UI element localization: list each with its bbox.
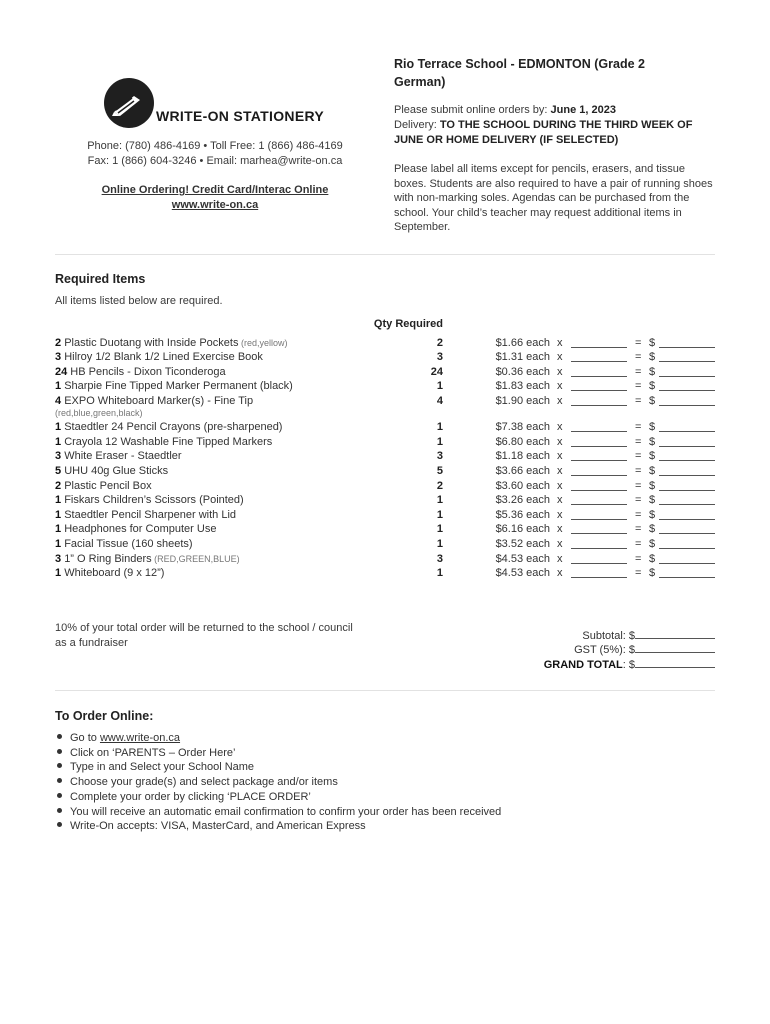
equals-symbol: = xyxy=(635,523,642,535)
table-row xyxy=(55,494,715,509)
item-qty: 2 xyxy=(436,337,443,349)
qty-entry-field[interactable] xyxy=(571,431,627,432)
qty-entry-field[interactable] xyxy=(571,460,627,461)
required-subtitle: All items listed below are required. xyxy=(55,295,223,307)
dollar-symbol: $ xyxy=(649,380,656,392)
item-qty: 3 xyxy=(436,351,443,363)
qty-entry-field[interactable] xyxy=(571,376,627,377)
subtotal-field[interactable] xyxy=(635,629,715,639)
dollar-symbol: $ xyxy=(649,509,656,521)
grand-total-label: GRAND TOTAL xyxy=(543,659,623,671)
item-name: 1 Staedtler 24 Pencil Crayons (pre-sharpened) xyxy=(55,421,283,433)
equals-symbol: = xyxy=(635,421,642,433)
item-qty: 2 xyxy=(436,480,443,492)
qty-entry-field[interactable] xyxy=(571,361,627,362)
item-price: $5.36 each xyxy=(495,509,550,521)
table-row xyxy=(55,480,715,495)
dollar-symbol: $ xyxy=(649,494,656,506)
dollar-symbol: $ xyxy=(649,395,656,407)
equals-symbol: = xyxy=(635,351,642,363)
table-row xyxy=(55,553,715,568)
website-link[interactable]: www.write-on.ca xyxy=(171,199,259,211)
submit-date: June 1, 2023 xyxy=(550,104,616,116)
item-qty: 1 xyxy=(436,538,443,550)
table-row xyxy=(55,421,715,436)
item-name: 4 EXPO Whiteboard Marker(s) - Fine Tip xyxy=(55,395,254,407)
item-name: 1 Headphones for Computer Use xyxy=(55,523,217,535)
equals-symbol: = xyxy=(635,366,642,378)
equals-symbol: = xyxy=(635,538,642,550)
list-item: You will receive an automatic email confirmation to confirm your order has been received xyxy=(57,806,501,818)
dollar-symbol: $ xyxy=(649,567,656,579)
grand-total-line xyxy=(470,658,715,671)
expo-colors-note: (red,blue,green,black) xyxy=(55,408,143,418)
item-name: 3 1” O Ring Binders (RED,GREEN,BLUE) xyxy=(55,553,240,565)
list-item: Complete your order by clicking ‘PLACE ORDER’ xyxy=(57,791,311,803)
phone-line: Phone: (780) 486-4169 • Toll Free: 1 (866) 486-4169 xyxy=(87,140,343,152)
table-row xyxy=(55,509,715,524)
write-on-logo xyxy=(104,78,334,130)
bullet-icon xyxy=(57,734,62,739)
list-item: Go to www.write-on.ca xyxy=(57,732,180,744)
equals-symbol: = xyxy=(635,436,642,448)
school-title-line1: Rio Terrace School - EDMONTON (Grade 2 xyxy=(394,57,645,71)
item-qty: 1 xyxy=(436,523,443,535)
item-name: 24 HB Pencils - Dixon Ticonderoga xyxy=(55,366,226,378)
online-ordering-link[interactable]: Online Ordering! Credit Card/Interac Online xyxy=(101,184,329,196)
item-name: 3 White Eraser - Staedtler xyxy=(55,450,182,462)
bullet-icon xyxy=(57,808,62,813)
qty-entry-field[interactable] xyxy=(571,504,627,505)
times-symbol: x xyxy=(557,366,563,378)
gst-field[interactable] xyxy=(635,643,715,653)
table-row xyxy=(55,395,715,410)
dollar-symbol: $ xyxy=(649,465,656,477)
times-symbol: x xyxy=(557,450,563,462)
item-price: $4.53 each xyxy=(495,553,550,565)
dollar-symbol: $ xyxy=(649,337,656,349)
dollar-symbol: $ xyxy=(649,450,656,462)
item-name: 1 Staedtler Pencil Sharpener with Lid xyxy=(55,509,237,521)
label-note: Please label all items except for pencils, erasers, and tissue boxes. Students are also required to have a pair of running shoes with non-marking soles. Agendas can be purchased from the school. Your child’s teacher may request additional items in September. xyxy=(394,163,713,234)
times-symbol: x xyxy=(557,395,563,407)
amount-entry-field[interactable] xyxy=(659,376,715,377)
qty-entry-field[interactable] xyxy=(571,405,627,406)
table-row xyxy=(55,351,715,366)
amount-entry-field[interactable] xyxy=(659,390,715,391)
fax-line: Fax: 1 (866) 604-3246 • Email: marhea@write-on.ca xyxy=(87,155,343,167)
item-name: 5 UHU 40g Glue Sticks xyxy=(55,465,169,477)
item-qty: 1 xyxy=(436,567,443,579)
item-price: $1.83 each xyxy=(495,380,550,392)
dollar-symbol: $ xyxy=(649,351,656,363)
equals-symbol: = xyxy=(635,395,642,407)
item-qty: 5 xyxy=(436,465,443,477)
delivery-line-2 xyxy=(394,134,724,146)
qty-entry-field[interactable] xyxy=(571,475,627,476)
equals-symbol: = xyxy=(635,494,642,506)
item-price: $4.53 each xyxy=(495,567,550,579)
qty-entry-field[interactable] xyxy=(571,533,627,534)
item-qty: 1 xyxy=(436,509,443,521)
qty-entry-field[interactable] xyxy=(571,490,627,491)
amount-entry-field[interactable] xyxy=(659,431,715,432)
delivery-value-1: TO THE SCHOOL DURING THE THIRD WEEK OF xyxy=(439,119,693,131)
qty-entry-field[interactable] xyxy=(571,390,627,391)
amount-entry-field[interactable] xyxy=(659,519,715,520)
dollar-symbol: $ xyxy=(649,480,656,492)
equals-symbol: = xyxy=(635,567,642,579)
item-price: $0.36 each xyxy=(495,366,550,378)
order-online-title: To Order Online: xyxy=(55,709,154,723)
dollar-symbol: $ xyxy=(649,523,656,535)
item-price: $3.26 each xyxy=(495,494,550,506)
table-row xyxy=(55,567,715,582)
table-row xyxy=(55,436,715,451)
submit-by-line xyxy=(394,104,724,116)
times-symbol: x xyxy=(557,351,563,363)
delivery-label: Delivery: xyxy=(394,119,437,131)
item-name: 1 Facial Tissue (160 sheets) xyxy=(55,538,193,550)
amount-entry-field[interactable] xyxy=(659,361,715,362)
pen-logo-icon xyxy=(104,78,154,128)
qty-entry-field[interactable] xyxy=(571,577,627,578)
gst-line xyxy=(470,643,715,656)
equals-symbol: = xyxy=(635,337,642,349)
bullet-icon xyxy=(57,778,62,783)
amount-entry-field[interactable] xyxy=(659,504,715,505)
equals-symbol: = xyxy=(635,450,642,462)
amount-entry-field[interactable] xyxy=(659,490,715,491)
qty-entry-field[interactable] xyxy=(571,519,627,520)
bullet-icon xyxy=(57,793,62,798)
item-price: $3.66 each xyxy=(495,465,550,477)
item-price: $1.90 each xyxy=(495,395,550,407)
item-name: 1 Crayola 12 Washable Fine Tipped Markers xyxy=(55,436,273,448)
table-row xyxy=(55,523,715,538)
item-price: $6.16 each xyxy=(495,523,550,535)
divider-2 xyxy=(55,690,715,691)
times-symbol: x xyxy=(557,436,563,448)
table-row xyxy=(55,337,715,352)
table-row xyxy=(55,366,715,381)
delivery-line xyxy=(394,119,724,131)
item-qty: 4 xyxy=(436,395,443,407)
amount-entry-field[interactable] xyxy=(659,460,715,461)
table-row xyxy=(55,465,715,480)
item-qty: 1 xyxy=(436,421,443,433)
item-name: 2 Plastic Pencil Box xyxy=(55,480,152,492)
item-qty: 1 xyxy=(436,494,443,506)
dollar-symbol: $ xyxy=(649,436,656,448)
amount-entry-field[interactable] xyxy=(659,475,715,476)
qty-entry-field[interactable] xyxy=(571,347,627,348)
item-qty: 1 xyxy=(436,436,443,448)
qty-entry-field[interactable] xyxy=(571,563,627,564)
bullet-icon xyxy=(57,763,62,768)
required-items-title: Required Items xyxy=(55,272,146,286)
amount-entry-field[interactable] xyxy=(659,533,715,534)
equals-symbol: = xyxy=(635,480,642,492)
item-price: $3.60 each xyxy=(495,480,550,492)
item-price: $1.31 each xyxy=(495,351,550,363)
item-qty: 24 xyxy=(430,366,443,378)
qty-entry-field[interactable] xyxy=(571,446,627,447)
list-item: Choose your grade(s) and select package and/or items xyxy=(57,776,338,788)
item-qty: 3 xyxy=(436,450,443,462)
list-item: Click on ‘PARENTS – Order Here’ xyxy=(57,747,235,759)
item-name: 1 Fiskars Children’s Scissors (Pointed) xyxy=(55,494,244,506)
equals-symbol: = xyxy=(635,509,642,521)
times-symbol: x xyxy=(557,567,563,579)
dollar-symbol: $ xyxy=(649,366,656,378)
item-name: 1 Sharpie Fine Tipped Marker Permanent (black) xyxy=(55,380,293,392)
fundraiser-note: 10% of your total order will be returned to the school / council as a fundraiser xyxy=(55,622,353,649)
list-item: Write-On accepts: VISA, MasterCard, and American Express xyxy=(57,820,366,832)
amount-entry-field[interactable] xyxy=(659,405,715,406)
item-price: $6.80 each xyxy=(495,436,550,448)
bullet-icon xyxy=(57,822,62,827)
delivery-value-2: JUNE OR HOME DELIVERY (IF SELECTED) xyxy=(394,134,619,146)
times-symbol: x xyxy=(557,480,563,492)
times-symbol: x xyxy=(557,465,563,477)
amount-entry-field[interactable] xyxy=(659,548,715,549)
item-qty: 1 xyxy=(436,380,443,392)
times-symbol: x xyxy=(557,509,563,521)
item-name: 1 Whiteboard (9 x 12”) xyxy=(55,567,165,579)
school-title xyxy=(394,55,714,91)
table-row xyxy=(55,450,715,465)
amount-entry-field[interactable] xyxy=(659,347,715,348)
grand-total-field[interactable] xyxy=(635,658,715,668)
equals-symbol: = xyxy=(635,380,642,392)
amount-entry-field[interactable] xyxy=(659,563,715,564)
gst-label: GST (5%): $ xyxy=(574,644,635,656)
divider xyxy=(55,254,715,255)
table-row xyxy=(55,538,715,553)
item-price: $3.52 each xyxy=(495,538,550,550)
item-price: $7.38 each xyxy=(495,421,550,433)
times-symbol: x xyxy=(557,494,563,506)
dollar-symbol: $ xyxy=(649,538,656,550)
bullet-icon xyxy=(57,749,62,754)
item-price: $1.66 each xyxy=(495,337,550,349)
times-symbol: x xyxy=(557,538,563,550)
subtotal-line xyxy=(470,629,715,642)
times-symbol: x xyxy=(557,337,563,349)
qty-entry-field[interactable] xyxy=(571,548,627,549)
equals-symbol: = xyxy=(635,465,642,477)
amount-entry-field[interactable] xyxy=(659,577,715,578)
website-link[interactable]: www.write-on.ca xyxy=(99,732,181,744)
submit-label: Please submit online orders by: xyxy=(394,104,548,116)
item-name: 2 Plastic Duotang with Inside Pockets (red,yellow) xyxy=(55,337,288,349)
school-title-line2: German) xyxy=(394,75,446,89)
table-row xyxy=(55,380,715,395)
dollar-symbol: $ xyxy=(649,421,656,433)
times-symbol: x xyxy=(557,421,563,433)
brand-name: WRITE-ON STATIONERY xyxy=(156,108,324,124)
times-symbol: x xyxy=(557,553,563,565)
times-symbol: x xyxy=(557,523,563,535)
item-name: 3 Hilroy 1/2 Blank 1/2 Lined Exercise Book xyxy=(55,351,263,363)
item-price: $1.18 each xyxy=(495,450,550,462)
times-symbol: x xyxy=(557,380,563,392)
list-item: Type in and Select your School Name xyxy=(57,761,254,773)
amount-entry-field[interactable] xyxy=(659,446,715,447)
grand-total-suffix: : $ xyxy=(622,659,635,671)
item-qty: 3 xyxy=(436,553,443,565)
subtotal-label: Subtotal: $ xyxy=(582,630,635,642)
equals-symbol: = xyxy=(635,553,642,565)
qty-required-header: Qty Required xyxy=(373,318,443,330)
dollar-symbol: $ xyxy=(649,553,656,565)
